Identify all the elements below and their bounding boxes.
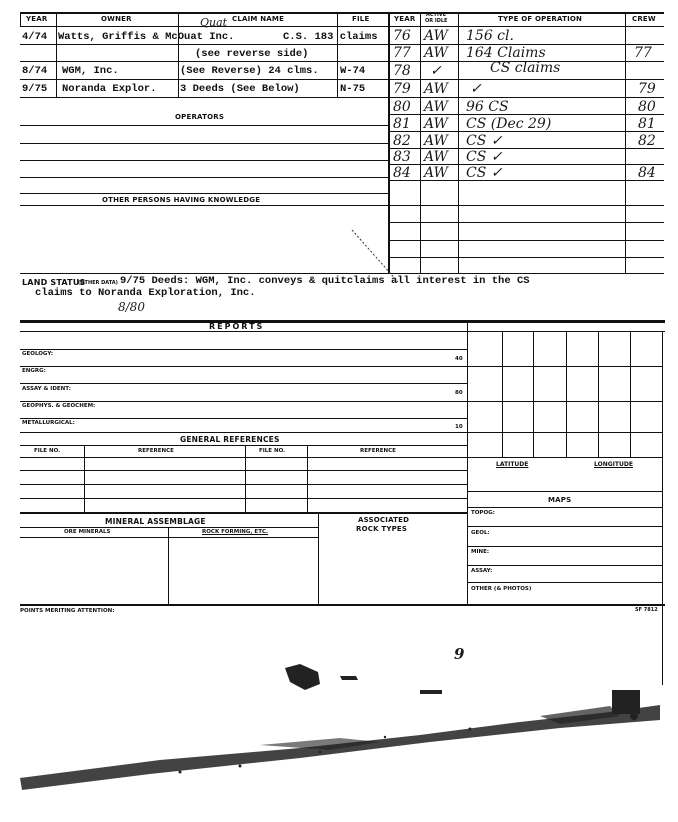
header-or-idle: OR IDLE: [425, 18, 448, 24]
reports-title: REPORTS: [209, 322, 265, 331]
op-row-9-year: 84: [393, 165, 411, 181]
rock-types-label: ROCK TYPES: [356, 525, 408, 533]
associated-label: ASSOCIATED: [358, 516, 410, 524]
owner-row-3-owner: WGM, Inc.: [62, 65, 119, 77]
header-file: FILE: [352, 15, 370, 23]
op-row-2-crew: 77: [634, 45, 652, 61]
owner-row-3-claim: (See Reverse) 24 clms.: [180, 65, 319, 77]
general-references-title: GENERAL REFERENCES: [180, 435, 280, 444]
owner-row-3-file: W-74: [340, 65, 366, 77]
op-row-9-type: CS ✓: [466, 165, 503, 181]
ref-header-file-no-1: FILE NO.: [34, 448, 61, 454]
report-metallurgical-num: 10: [455, 424, 463, 430]
header-claim-name: CLAIM NAME: [232, 15, 285, 23]
points-meriting-attention-label: POINTS MERITING ATTENTION:: [20, 608, 115, 614]
op-row-6-type: CS (Dec 29): [466, 116, 552, 132]
mineral-assemblage-title: MINERAL ASSEMBLAGE: [105, 517, 206, 526]
owner-row-4-file: N-75: [340, 83, 366, 95]
header-type-of-operation: TYPE OF OPERATION: [498, 15, 583, 23]
owner-row-4-year: 9/75: [22, 83, 48, 95]
rock-forming-label: ROCK FORMING, ETC.: [202, 529, 269, 535]
op-row-4-type: ✓: [470, 81, 482, 97]
owner-row-2-claim: (see reverse side): [195, 48, 309, 60]
op-row-2-active: AW: [424, 45, 448, 61]
map-assay-label: ASSAY:: [471, 568, 493, 574]
owner-hand-annotation: Quat: [200, 16, 228, 29]
op-row-7-active: AW: [424, 133, 448, 149]
header-active: ACTIVE: [426, 12, 447, 18]
op-row-6-crew: 81: [638, 116, 656, 132]
op-row-7-crew: 82: [638, 133, 656, 149]
op-row-8-active: AW: [424, 149, 448, 165]
op-row-3-active: ✓: [430, 63, 442, 79]
maps-title: MAPS: [548, 496, 572, 504]
land-status-text-2: claims to Noranda Exploration, Inc.: [35, 287, 256, 299]
op-row-7-type: CS ✓: [466, 133, 503, 149]
op-row-8-type: CS ✓: [466, 149, 503, 165]
header-crew: CREW: [632, 15, 656, 23]
header-year: YEAR: [26, 15, 48, 23]
owner-row-3-year: 8/74: [22, 65, 48, 77]
owner-row-1-claim: C.S. 183 claims: [283, 31, 378, 43]
header-year-2: YEAR: [394, 15, 416, 23]
op-row-1-type: 156 cl.: [466, 28, 514, 44]
op-row-4-year: 79: [393, 81, 411, 97]
map-mine-label: MINE:: [471, 549, 490, 555]
owner-row-4-claim: 3 Deeds (See Below): [180, 83, 300, 95]
header-owner: OWNER: [101, 15, 132, 23]
ref-header-reference-1: REFERENCE: [138, 448, 174, 454]
form-code: SF 7812: [635, 607, 658, 613]
op-row-4-crew: 79: [638, 81, 656, 97]
report-geophys-label: GEOPHYS. & GEOCHEM:: [22, 403, 96, 409]
longitude-label: LONGITUDE: [594, 461, 633, 468]
owner-row-1-year: 4/74: [22, 31, 48, 43]
op-row-2-type: 164 Claims: [466, 45, 546, 61]
report-metallurgical-label: METALLURGICAL:: [22, 420, 75, 426]
map-topog-label: TOPOG:: [471, 510, 495, 516]
op-row-3-year: 78: [393, 63, 411, 79]
report-geology-num: 40: [455, 356, 463, 362]
land-status-label: LAND STATUS: [22, 278, 86, 287]
op-row-5-type: 96 CS: [466, 99, 509, 115]
op-row-1-year: 76: [393, 28, 411, 44]
op-row-5-active: AW: [424, 99, 448, 115]
report-assay-label: ASSAY & IDENT:: [22, 386, 71, 392]
op-row-7-year: 82: [393, 133, 411, 149]
owner-row-1-owner: Watts, Griffis & McOuat Inc.: [58, 31, 235, 43]
op-row-4-active: AW: [424, 81, 448, 97]
latitude-label: LATITUDE: [496, 461, 529, 468]
operators-label: OPERATORS: [175, 113, 225, 121]
report-geology-label: GEOLOGY:: [22, 351, 54, 357]
land-status-label-small: (OTHER DATA): [78, 280, 118, 286]
ref-header-reference-2: REFERENCE: [360, 448, 396, 454]
op-row-1-active: AW: [424, 28, 448, 44]
land-status-hand-date: 8/80: [118, 300, 145, 314]
op-row-6-year: 81: [393, 116, 411, 132]
op-row-5-year: 80: [393, 99, 411, 115]
page-number-mark: 9: [454, 645, 465, 663]
op-row-2-year: 77: [393, 45, 411, 61]
op-row-9-active: AW: [424, 165, 448, 181]
op-row-5-crew: 80: [638, 99, 656, 115]
owner-row-4-owner: Noranda Explor.: [62, 83, 157, 95]
op-row-3-type: CS claims: [490, 60, 561, 76]
map-other-label: OTHER (& PHOTOS): [471, 586, 532, 592]
op-row-6-active: AW: [424, 116, 448, 132]
knowledge-label: OTHER PERSONS HAVING KNOWLEDGE: [102, 196, 261, 204]
map-geol-label: GEOL:: [471, 530, 490, 536]
report-engrg-label: ENGRG:: [22, 368, 46, 374]
op-row-9-crew: 84: [638, 165, 656, 181]
ref-header-file-no-2: FILE NO.: [259, 448, 286, 454]
land-status-text-1: 9/75 Deeds: WGM, Inc. conveys & quitclaims all interest in the CS: [120, 275, 530, 287]
report-assay-num: 80: [455, 390, 463, 396]
ore-minerals-label: ORE MINERALS: [64, 529, 111, 535]
op-row-8-year: 83: [393, 149, 411, 165]
